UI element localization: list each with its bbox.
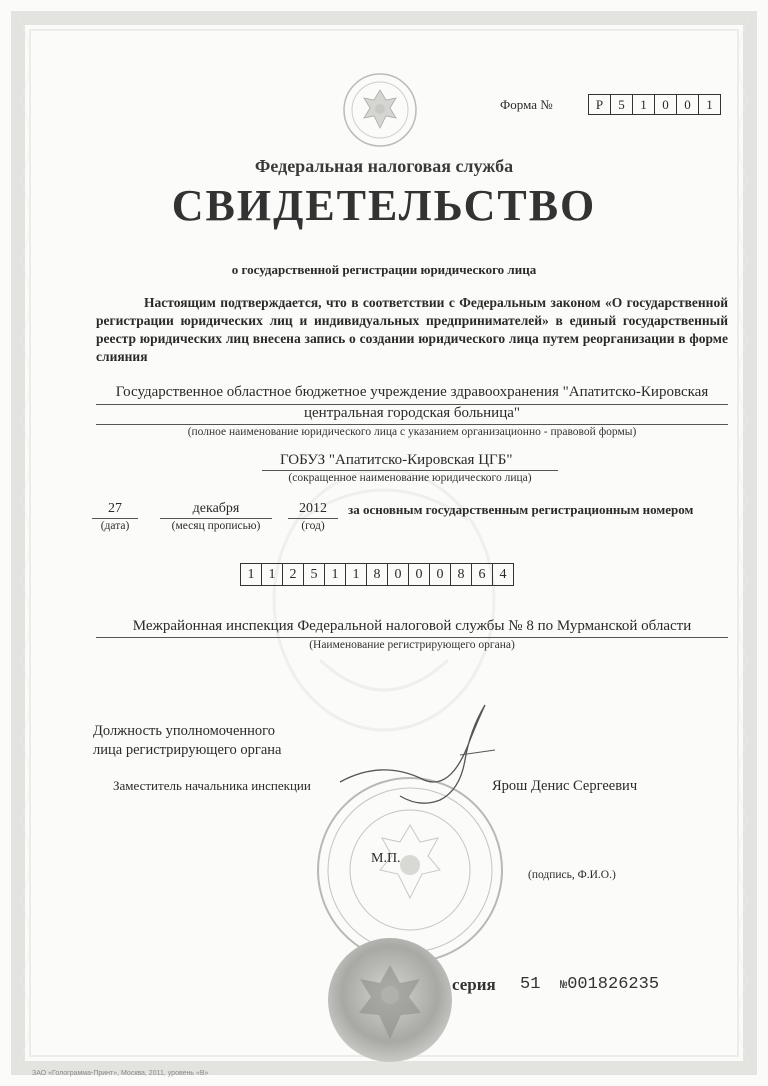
date-year: 2012 xyxy=(299,501,327,516)
date-month-caption: (месяц прописью) xyxy=(171,520,261,532)
position-title: Заместитель начальника инспекции xyxy=(113,778,311,793)
printer-imprint: ЗАО «Голограмма-Принт», Москва, 2011, уровень «В» xyxy=(32,1070,209,1077)
short-name-caption: (сокращенное наименование юридического лица) xyxy=(288,472,532,484)
ogrn-digit: 4 xyxy=(492,563,514,586)
registering-authority: Межрайонная инспекция Федеральной налоговой службы № 8 по Мурманской области xyxy=(132,618,692,634)
underline xyxy=(96,637,728,638)
ogrn-digit: 1 xyxy=(240,563,262,586)
signature-caption: (подпись, Ф.И.О.) xyxy=(528,869,616,881)
certificate-title: СВИДЕТЕЛЬСТВО xyxy=(171,181,597,230)
date-year-caption: (год) xyxy=(301,520,325,532)
ogrn-digit: 0 xyxy=(408,563,430,586)
date-day: 27 xyxy=(108,501,122,516)
number-sign: № xyxy=(560,978,568,992)
ogrn-digit: 1 xyxy=(345,563,367,586)
form-label: Форма № xyxy=(500,97,553,112)
entity-short-name: ГОБУЗ "Апатитско-Кировская ЦГБ" xyxy=(280,452,513,468)
ogrn-digit: 8 xyxy=(366,563,388,586)
certificate-number-value: 001826235 xyxy=(567,975,660,994)
underline xyxy=(96,424,728,425)
form-code-char: 1 xyxy=(632,94,655,115)
signature-mark xyxy=(320,700,520,810)
form-code xyxy=(589,94,721,115)
ogrn-digit: 0 xyxy=(387,563,409,586)
ogrn-digit: 6 xyxy=(471,563,493,586)
form-code-char: Р xyxy=(588,94,611,115)
ogrn-digit: 2 xyxy=(282,563,304,586)
full-name-caption: (полное наименование юридического лица с указанием организационно - правовой формы) xyxy=(187,426,637,438)
authority-caption: (Наименование регистрирующего органа) xyxy=(309,639,515,651)
seal-place-label: М.П. xyxy=(371,851,401,866)
series-number: 51 xyxy=(520,975,541,994)
form-code-char: 5 xyxy=(610,94,633,115)
underline xyxy=(92,518,138,519)
ogrn-number xyxy=(241,563,514,586)
position-label xyxy=(93,722,281,760)
form-code-char: 0 xyxy=(676,94,699,115)
date-day-caption: (дата) xyxy=(100,520,130,532)
underline xyxy=(288,518,338,519)
form-code-char: 1 xyxy=(698,94,721,115)
certificate-number xyxy=(560,975,659,994)
entity-full-name: Государственное областное бюджетное учреждение здравоохранения "Апатитско-Кировская центральная городская больница" xyxy=(115,384,709,421)
agency-name: Федеральная налоговая служба xyxy=(254,156,514,176)
position-label-line: Должность уполномоченного xyxy=(93,723,276,739)
signer-name: Ярош Денис Сергеевич xyxy=(492,778,638,794)
underline xyxy=(96,404,728,405)
underline xyxy=(160,518,272,519)
ogrn-label: за основным государственным регистрационным номером xyxy=(348,502,694,517)
underline xyxy=(262,470,558,471)
ogrn-digit: 1 xyxy=(261,563,283,586)
ogrn-digit: 8 xyxy=(450,563,472,586)
position-label-line: лица регистрирующего органа xyxy=(93,742,282,758)
ogrn-digit: 0 xyxy=(429,563,451,586)
date-month: декабря xyxy=(192,501,240,516)
emblem-icon xyxy=(340,70,420,150)
series-label: серия xyxy=(452,975,496,994)
form-code-char: 0 xyxy=(654,94,677,115)
certificate-subtitle: о государственной регистрации юридического лица xyxy=(231,262,537,277)
ogrn-digit: 5 xyxy=(303,563,325,586)
hologram-emblem xyxy=(325,935,455,1065)
ogrn-digit: 1 xyxy=(324,563,346,586)
certification-statement: Настоящим подтверждается, что в соответствии с Федеральным законом «О государственной регистрации юридических лиц и индивидуальных предпринимателей» в единый государственный реестр юридических лиц внесена запись о создании юридического лица путем реорганизации в форме слияния xyxy=(96,295,728,364)
